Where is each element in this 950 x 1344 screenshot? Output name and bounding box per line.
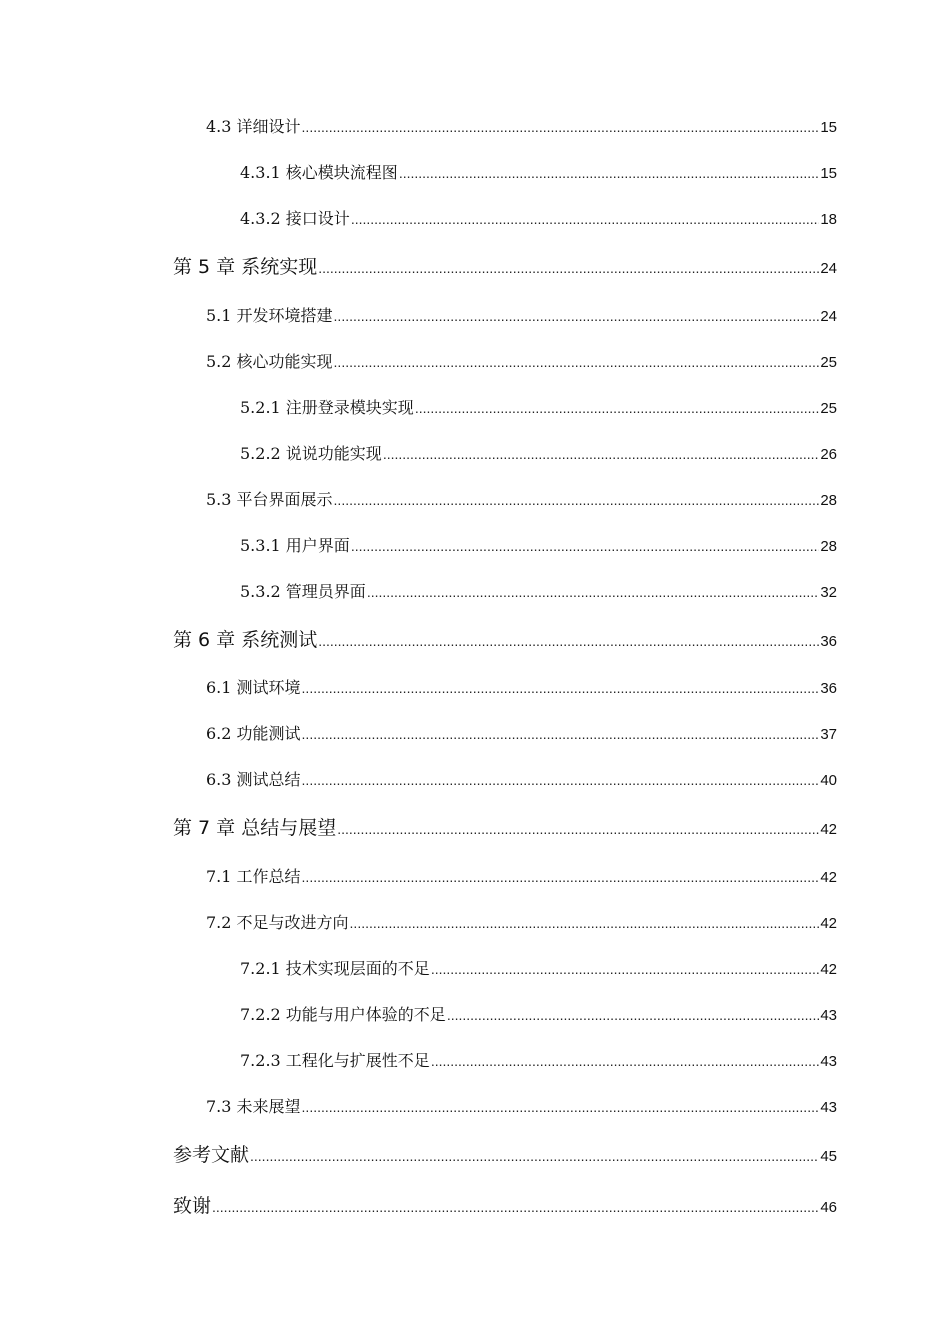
toc-chapter-entry[interactable]: [173, 1140, 837, 1168]
toc-leader-dots: [447, 1007, 820, 1023]
toc-entry[interactable]: [240, 1002, 837, 1026]
toc-entry-title: 参考文献: [173, 1144, 250, 1166]
toc-entry-title: 第 5 章 系统实现: [173, 256, 318, 278]
toc-leader-dots: [351, 538, 820, 554]
toc-page-number: 36: [820, 680, 837, 697]
toc-entry[interactable]: [206, 910, 837, 934]
toc-page-number: 24: [820, 260, 837, 277]
toc-leader-dots: [334, 308, 820, 324]
toc-page-number: 28: [820, 492, 837, 509]
toc-entry-title: 4.3 详细设计: [206, 117, 301, 136]
toc-entry-title: 7.2.2 功能与用户体验的不足: [240, 1005, 446, 1024]
toc-leader-dots: [367, 584, 820, 600]
toc-entry-title: 7.3 未来展望: [206, 1097, 301, 1116]
toc-leader-dots: [302, 772, 820, 788]
toc-page-number: 42: [820, 961, 837, 978]
toc-entry-title: 4.3.1 核心模块流程图: [240, 163, 398, 182]
toc-entry[interactable]: [240, 160, 837, 184]
toc-leader-dots: [302, 119, 820, 135]
toc-chapter-entry[interactable]: [173, 1191, 837, 1219]
toc-entry-title: 7.1 工作总结: [206, 867, 301, 886]
toc-entry[interactable]: [206, 864, 837, 888]
toc-page-number: 25: [820, 400, 837, 417]
toc-entry[interactable]: [240, 956, 837, 980]
toc-leader-dots: [334, 354, 820, 370]
toc-leader-dots: [250, 1148, 819, 1164]
toc-entry-title: 4.3.2 接口设计: [240, 209, 350, 228]
toc-entry[interactable]: [240, 395, 837, 419]
toc-leader-dots: [212, 1199, 819, 1215]
toc-entry[interactable]: [206, 349, 837, 373]
toc-entry-title: 5.2 核心功能实现: [206, 352, 333, 371]
toc-entry-title: 6.1 测试环境: [206, 678, 301, 697]
toc-leader-dots: [415, 400, 820, 416]
toc-entry-title: 5.1 开发环境搭建: [206, 306, 333, 325]
toc-entry-title: 5.3 平台界面展示: [206, 490, 333, 509]
toc-entry[interactable]: [240, 1048, 837, 1072]
toc-page-number: 43: [820, 1099, 837, 1116]
toc-page-number: 28: [820, 538, 837, 555]
toc-entry[interactable]: [240, 579, 837, 603]
toc-leader-dots: [431, 1053, 820, 1069]
toc-entry[interactable]: [206, 721, 837, 745]
toc-chapter-entry[interactable]: [173, 252, 837, 280]
toc-leader-dots: [302, 869, 820, 885]
toc-entry-title: 第 7 章 总结与展望: [173, 817, 337, 839]
toc-leader-dots: [318, 633, 819, 649]
toc-leader-dots: [350, 915, 820, 931]
toc-entry-title: 7.2.3 工程化与扩展性不足: [240, 1051, 430, 1070]
toc-chapter-entry[interactable]: [173, 813, 837, 841]
toc-entry-title: 5.3.1 用户界面: [240, 536, 350, 555]
toc-entry-title: 5.3.2 管理员界面: [240, 582, 366, 601]
toc-entry[interactable]: [206, 675, 837, 699]
toc-leader-dots: [337, 821, 819, 837]
toc-leader-dots: [302, 1099, 820, 1115]
toc-page-number: 18: [820, 211, 837, 228]
toc-entry-title: 6.3 测试总结: [206, 770, 301, 789]
toc-entry-title: 7.2.1 技术实现层面的不足: [240, 959, 430, 978]
toc-entry-title: 第 6 章 系统测试: [173, 629, 318, 651]
toc-page-number: 43: [820, 1053, 837, 1070]
toc-chapter-entry[interactable]: [173, 625, 837, 653]
toc-entry-title: 5.2.1 注册登录模块实现: [240, 398, 414, 417]
toc-leader-dots: [302, 726, 820, 742]
toc-page-number: 25: [820, 354, 837, 371]
toc-page-number: 42: [820, 915, 837, 932]
toc-page-number: 43: [820, 1007, 837, 1024]
toc-page-number: 46: [820, 1199, 837, 1216]
toc-entry[interactable]: [206, 114, 837, 138]
toc-page-number: 37: [820, 726, 837, 743]
toc-entry[interactable]: [240, 533, 837, 557]
toc-entry[interactable]: [206, 1094, 837, 1118]
toc-page-number: 42: [820, 869, 837, 886]
toc-page-number: 24: [820, 308, 837, 325]
toc-page-number: 40: [820, 772, 837, 789]
toc-entry[interactable]: [206, 487, 837, 511]
toc-entry[interactable]: [206, 767, 837, 791]
toc-entry-title: 6.2 功能测试: [206, 724, 301, 743]
toc-leader-dots: [351, 211, 820, 227]
toc-page-number: 26: [820, 446, 837, 463]
toc-page-number: 15: [820, 119, 837, 136]
toc-leader-dots: [383, 446, 820, 462]
toc-leader-dots: [399, 165, 820, 181]
toc-leader-dots: [431, 961, 820, 977]
toc-entry-title: 7.2 不足与改进方向: [206, 913, 349, 932]
toc-entry-title: 5.2.2 说说功能实现: [240, 444, 382, 463]
toc-entry-title: 致谢: [173, 1195, 212, 1217]
toc-page-number: 45: [820, 1148, 837, 1165]
toc-entry[interactable]: [240, 206, 837, 230]
toc-page-number: 15: [820, 165, 837, 182]
toc-entry[interactable]: [206, 303, 837, 327]
toc-page-number: 42: [820, 821, 837, 838]
toc-leader-dots: [334, 492, 820, 508]
toc-page-number: 36: [820, 633, 837, 650]
toc-leader-dots: [302, 680, 820, 696]
toc-page-number: 32: [820, 584, 837, 601]
toc-leader-dots: [318, 260, 819, 276]
toc-entry[interactable]: [240, 441, 837, 465]
